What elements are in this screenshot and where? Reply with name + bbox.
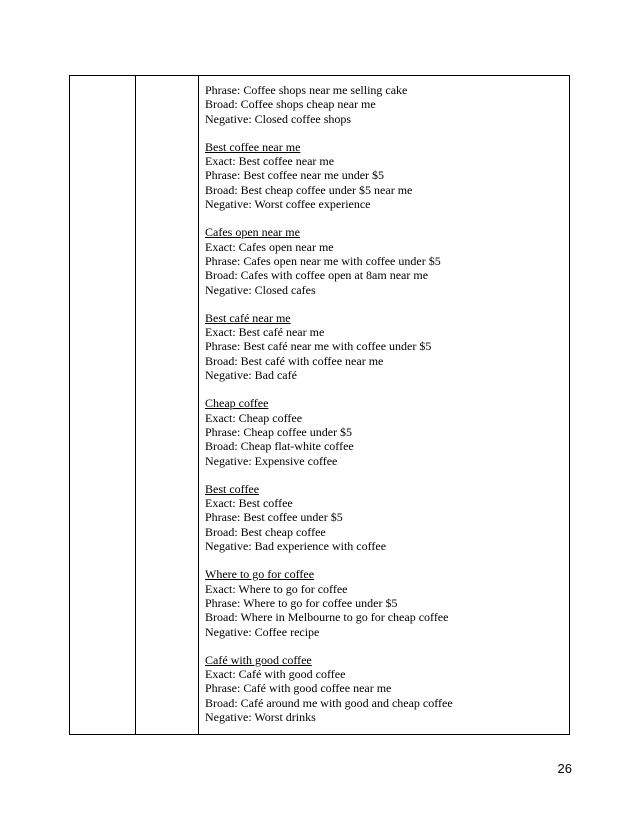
keyword-group-heading: Cheap coffee [205,396,269,411]
keyword-line: Negative: Closed cafes [205,282,316,297]
keyword-line: Exact: Cafes open near me [205,239,334,254]
keyword-line: Phrase: Best café near me with coffee under $5 [205,339,432,354]
keyword-line: Exact: Best coffee near me [205,154,335,169]
keyword-group-heading: Where to go for coffee [205,567,315,582]
keyword-cell [199,76,570,735]
keyword-line: Exact: Best coffee [205,496,293,511]
keyword-group-heading: Café with good coffee [205,652,312,667]
keyword-line: Phrase: Where to go for coffee under $5 [205,595,398,610]
keyword-line: Negative: Coffee recipe [205,624,320,639]
keyword-group-heading: Best coffee near me [205,139,301,154]
keyword-line: Broad: Café around me with good and cheap coffee [205,695,453,710]
keyword-line: Broad: Coffee shops cheap near me [205,97,376,112]
keyword-group [205,396,569,467]
keyword-line: Phrase: Café with good coffee near me [205,681,392,696]
keyword-line: Phrase: Cheap coffee under $5 [205,424,353,439]
keyword-group [205,140,569,211]
keyword-group-heading: Best coffee [205,481,260,496]
keyword-group [205,653,569,724]
keyword-line: Broad: Where in Melbourne to go for cheap coffee [205,610,449,625]
keyword-group [205,83,569,126]
keyword-line: Broad: Best cheap coffee [205,524,326,539]
table-cell-empty-second [136,76,199,735]
keyword-line: Broad: Best café with coffee near me [205,353,384,368]
table-row [70,76,570,735]
keyword-line: Exact: Café with good coffee [205,667,346,682]
table-cell-empty-first [70,76,136,735]
keyword-groups [199,76,569,724]
keyword-line: Negative: Closed coffee shops [205,111,352,126]
keyword-group [205,567,569,638]
keyword-table [69,75,570,735]
keyword-line: Phrase: Coffee shops near me selling cake [205,83,408,97]
keyword-group [205,311,569,382]
keyword-line: Negative: Expensive coffee [205,453,338,468]
keyword-line: Exact: Cheap coffee [205,410,303,425]
page-number: 26 [557,761,572,776]
keyword-line: Negative: Worst drinks [205,709,316,724]
keyword-group-heading: Cafes open near me [205,225,300,240]
keyword-line: Broad: Best cheap coffee under $5 near me [205,182,413,197]
keyword-line: Phrase: Best coffee under $5 [205,510,343,525]
keyword-line: Exact: Where to go for coffee [205,581,348,596]
keyword-line: Negative: Bad experience with coffee [205,539,387,554]
keyword-group-heading: Best café near me [205,310,291,325]
keyword-line: Negative: Worst coffee experience [205,197,371,212]
keyword-group [205,482,569,553]
keyword-line: Broad: Cheap flat-white coffee [205,439,354,454]
keyword-line: Negative: Bad café [205,368,297,383]
keyword-line: Broad: Cafes with coffee open at 8am near me [205,268,429,283]
keyword-line: Phrase: Cafes open near me with coffee under $5 [205,253,441,268]
keyword-line: Phrase: Best coffee near me under $5 [205,168,385,183]
keyword-line: Exact: Best café near me [205,325,325,340]
keyword-group [205,225,569,296]
